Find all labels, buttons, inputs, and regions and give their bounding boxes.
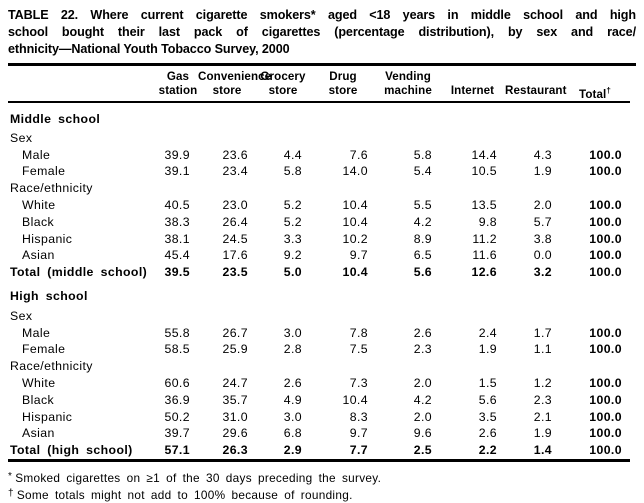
footnote-marker-asterisk: * [8, 470, 13, 482]
cell-value: 23.0 [222, 197, 248, 212]
cell-empty [256, 281, 310, 308]
cell-value: 5.2 [283, 214, 302, 229]
cell-value: 2.6 [478, 426, 497, 441]
cell-value: 58.5 [164, 342, 190, 357]
table-header [8, 66, 630, 102]
row-label: Sex [10, 308, 33, 323]
row-label: Male [22, 325, 51, 340]
cell-value: 40.5 [164, 197, 190, 212]
table-row [8, 231, 630, 248]
cell-value: 7.8 [349, 325, 368, 340]
cell-value: 2.3 [413, 342, 432, 357]
row-label: Female [22, 164, 66, 179]
row-label: White [22, 197, 56, 212]
cell-value: 2.8 [283, 342, 302, 357]
cell-value: 45.4 [164, 248, 190, 263]
cell-empty [256, 308, 310, 325]
cell-value: 5.8 [413, 147, 432, 162]
row-label: High school [10, 289, 88, 304]
cell-value: 50.2 [164, 409, 190, 424]
cell-empty [560, 358, 630, 375]
table-row [8, 442, 630, 460]
cell-value: 100.0 [589, 147, 622, 162]
cell-value: 35.7 [222, 392, 248, 407]
cell-empty [560, 180, 630, 197]
footnote-smoked [8, 469, 636, 486]
table-row [8, 281, 630, 308]
cell-value: 14.0 [342, 164, 368, 179]
cell-value: 5.7 [533, 214, 552, 229]
cell-value: 100.0 [589, 426, 622, 441]
cell-value: 8.3 [349, 409, 368, 424]
cell-value: 1.9 [533, 426, 552, 441]
column-header-drug-store: Drug store [310, 66, 376, 102]
cell-value: 2.0 [413, 409, 432, 424]
cell-empty [376, 358, 440, 375]
cell-empty [505, 130, 560, 147]
cell-value: 55.8 [164, 325, 190, 340]
table-row [8, 358, 630, 375]
cell-value: 2.3 [533, 392, 552, 407]
cell-value: 3.8 [533, 231, 552, 246]
cell-value: 25.9 [222, 342, 248, 357]
title-line-1: TABLE 22. Where current cigarette smokers* aged <18 years in middle school and high [8, 8, 636, 22]
cell-value: 3.0 [283, 325, 302, 340]
row-label: Male [22, 147, 51, 162]
cell-value: 100.0 [589, 248, 622, 263]
title-line-3: ethnicity—National Youth Tobacco Survey, 2000 [8, 42, 290, 56]
cell-value: 100.0 [589, 265, 622, 280]
cell-value: 10.4 [342, 265, 368, 280]
cell-value: 10.5 [471, 164, 497, 179]
cell-empty [505, 281, 560, 308]
cell-value: 4.4 [283, 147, 302, 162]
cell-empty [158, 358, 198, 375]
table-row [8, 214, 630, 231]
cell-empty [198, 102, 256, 130]
column-header-gas-station: Gas station [158, 66, 198, 102]
cell-value: 10.2 [342, 231, 368, 246]
cell-value: 5.4 [413, 164, 432, 179]
row-label: Race/ethnicity [10, 359, 93, 374]
cell-empty [198, 281, 256, 308]
cell-value: 24.7 [222, 375, 248, 390]
table-row [8, 180, 630, 197]
table-title [8, 7, 636, 66]
cell-empty [505, 308, 560, 325]
cell-empty [560, 281, 630, 308]
table-body [8, 102, 630, 460]
cell-empty [376, 130, 440, 147]
cell-value: 100.0 [589, 375, 622, 390]
footnote-rounding [8, 486, 636, 503]
row-label: Black [22, 214, 55, 229]
column-header-internet: Internet [440, 66, 505, 102]
cell-value: 3.0 [283, 409, 302, 424]
cell-value: 13.5 [471, 197, 497, 212]
cell-value: 10.4 [342, 392, 368, 407]
footnote-text: Smoked cigarettes on ≥1 of the 30 days preceding the survey. [15, 470, 382, 485]
cell-value: 9.2 [283, 248, 302, 263]
cell-value: 39.9 [164, 147, 190, 162]
cell-value: 12.6 [471, 265, 497, 280]
cell-value: 29.6 [222, 426, 248, 441]
table-row [8, 341, 630, 358]
cell-value: 2.0 [533, 197, 552, 212]
cell-value: 7.7 [349, 443, 368, 458]
cell-empty [505, 180, 560, 197]
cell-value: 10.4 [342, 214, 368, 229]
cell-value: 9.6 [413, 426, 432, 441]
cell-value: 11.2 [472, 231, 497, 246]
cell-value: 9.7 [349, 248, 368, 263]
column-header-grocery-store: Grocery store [256, 66, 310, 102]
cell-empty [158, 180, 198, 197]
cell-empty [440, 102, 505, 130]
row-label: Hispanic [22, 231, 73, 246]
column-header-restaurant: Restaurant [505, 66, 560, 102]
cell-value: 100.0 [589, 409, 622, 424]
column-header-convenience-store: Convenience store [198, 66, 256, 102]
row-label: Middle school [10, 111, 101, 126]
cell-empty [310, 180, 376, 197]
cell-empty [256, 102, 310, 130]
table-row [8, 247, 630, 264]
cell-value: 39.1 [164, 164, 190, 179]
cell-empty [310, 281, 376, 308]
cell-value: 5.6 [478, 392, 497, 407]
cell-value: 2.2 [478, 443, 497, 458]
cell-value: 60.6 [164, 375, 190, 390]
cell-value: 100.0 [589, 197, 622, 212]
cell-empty [310, 130, 376, 147]
cell-empty [560, 130, 630, 147]
cell-value: 1.9 [478, 342, 497, 357]
cell-value: 100.0 [589, 342, 622, 357]
cell-empty [310, 102, 376, 130]
cell-value: 1.2 [533, 375, 552, 390]
cell-value: 39.5 [164, 265, 190, 280]
column-header-blank [8, 66, 158, 102]
cell-value: 2.6 [413, 325, 432, 340]
cell-value: 1.7 [533, 325, 552, 340]
cell-value: 9.8 [478, 214, 497, 229]
row-label: Asian [22, 426, 55, 441]
table-row [8, 197, 630, 214]
cell-value: 7.6 [349, 147, 368, 162]
cell-value: 23.5 [222, 265, 248, 280]
cell-value: 1.1 [533, 342, 552, 357]
cell-empty [440, 358, 505, 375]
cell-value: 11.6 [472, 248, 497, 263]
cell-value: 3.5 [478, 409, 497, 424]
cell-empty [376, 281, 440, 308]
cell-value: 100.0 [589, 325, 622, 340]
cell-empty [440, 308, 505, 325]
cell-value: 24.5 [222, 231, 248, 246]
cell-value: 7.3 [349, 375, 368, 390]
footnote-text: Some totals might not add to 100% because of rounding. [16, 487, 353, 502]
footnote-marker-dagger: † [8, 487, 14, 499]
cell-empty [158, 308, 198, 325]
cell-empty [440, 180, 505, 197]
cell-value: 4.2 [413, 214, 432, 229]
cell-value: 2.0 [413, 375, 432, 390]
cell-value: 36.9 [164, 392, 190, 407]
cell-empty [440, 130, 505, 147]
cell-value: 6.8 [283, 426, 302, 441]
row-label: White [22, 375, 56, 390]
cell-value: 4.2 [413, 392, 432, 407]
table-row [8, 130, 630, 147]
cell-value: 7.5 [349, 342, 368, 357]
cell-empty [198, 180, 256, 197]
cell-value: 38.3 [164, 214, 190, 229]
cell-value: 100.0 [589, 443, 622, 458]
cell-empty [158, 281, 198, 308]
cell-empty [256, 358, 310, 375]
cell-empty [376, 308, 440, 325]
row-label: Total (high school) [10, 443, 133, 458]
cell-value: 39.7 [164, 426, 190, 441]
cell-empty [158, 130, 198, 147]
table-row [8, 425, 630, 442]
footnotes [8, 469, 636, 503]
table-row [8, 375, 630, 392]
cell-value: 5.8 [283, 164, 302, 179]
cell-value: 10.4 [342, 197, 368, 212]
cell-empty [560, 102, 630, 130]
cell-value: 1.9 [533, 164, 552, 179]
title-line-2: school bought their last pack of cigarettes (percentage distribution), by sex and race/ [8, 25, 636, 39]
cell-value: 3.2 [533, 265, 552, 280]
row-label: Black [22, 392, 55, 407]
cell-value: 2.9 [283, 443, 302, 458]
cell-value: 100.0 [589, 392, 622, 407]
cell-value: 2.5 [413, 443, 432, 458]
cell-value: 100.0 [589, 164, 622, 179]
cell-empty [505, 358, 560, 375]
table-row [8, 308, 630, 325]
cell-value: 9.7 [349, 426, 368, 441]
data-table [8, 66, 630, 462]
row-label: Female [22, 342, 66, 357]
cell-value: 4.9 [283, 392, 302, 407]
cell-value: 31.0 [222, 409, 248, 424]
table-row [8, 264, 630, 281]
cell-empty [440, 281, 505, 308]
cell-value: 5.2 [283, 197, 302, 212]
cell-empty [256, 180, 310, 197]
cell-empty [198, 130, 256, 147]
cell-empty [158, 102, 198, 130]
cell-value: 23.4 [222, 164, 248, 179]
cell-empty [198, 308, 256, 325]
cell-value: 5.0 [283, 265, 302, 280]
column-header-vending-machine: Vending machine [376, 66, 440, 102]
cell-empty [310, 358, 376, 375]
table-row [8, 147, 630, 164]
cell-empty [376, 180, 440, 197]
cell-empty [505, 102, 560, 130]
cell-value: 2.6 [283, 375, 302, 390]
cell-empty [376, 102, 440, 130]
cell-value: 5.6 [413, 265, 432, 280]
cell-value: 3.3 [283, 231, 302, 246]
table-row [8, 325, 630, 342]
row-label: Sex [10, 130, 33, 145]
cell-value: 2.4 [478, 325, 497, 340]
cell-empty [560, 308, 630, 325]
cell-value: 2.1 [533, 409, 552, 424]
row-label: Hispanic [22, 409, 73, 424]
cell-value: 8.9 [413, 231, 432, 246]
cell-value: 26.4 [222, 214, 248, 229]
table-row [8, 163, 630, 180]
cell-value: 0.0 [533, 248, 552, 263]
cell-value: 57.1 [164, 443, 190, 458]
cell-value: 100.0 [589, 214, 622, 229]
cell-value: 1.4 [533, 443, 552, 458]
table-row [8, 409, 630, 426]
column-header-total: Total† [560, 66, 630, 102]
row-label: Asian [22, 248, 55, 263]
cell-empty [310, 308, 376, 325]
cell-value: 38.1 [164, 231, 190, 246]
cell-value: 26.3 [222, 443, 248, 458]
cell-value: 17.6 [222, 248, 248, 263]
table-row [8, 102, 630, 130]
cell-value: 23.6 [222, 147, 248, 162]
row-label: Total (middle school) [10, 265, 148, 280]
cell-value: 14.4 [471, 147, 497, 162]
cell-value: 26.7 [222, 325, 248, 340]
cell-value: 5.5 [413, 197, 432, 212]
header-row [8, 66, 630, 102]
row-label: Race/ethnicity [10, 181, 93, 196]
table-row [8, 392, 630, 409]
cell-empty [256, 130, 310, 147]
total-footnote-marker: † [606, 86, 611, 95]
cell-value: 4.3 [533, 147, 552, 162]
cell-value: 6.5 [413, 248, 432, 263]
cell-value: 1.5 [478, 375, 497, 390]
cell-empty [198, 358, 256, 375]
cell-value: 100.0 [589, 231, 622, 246]
